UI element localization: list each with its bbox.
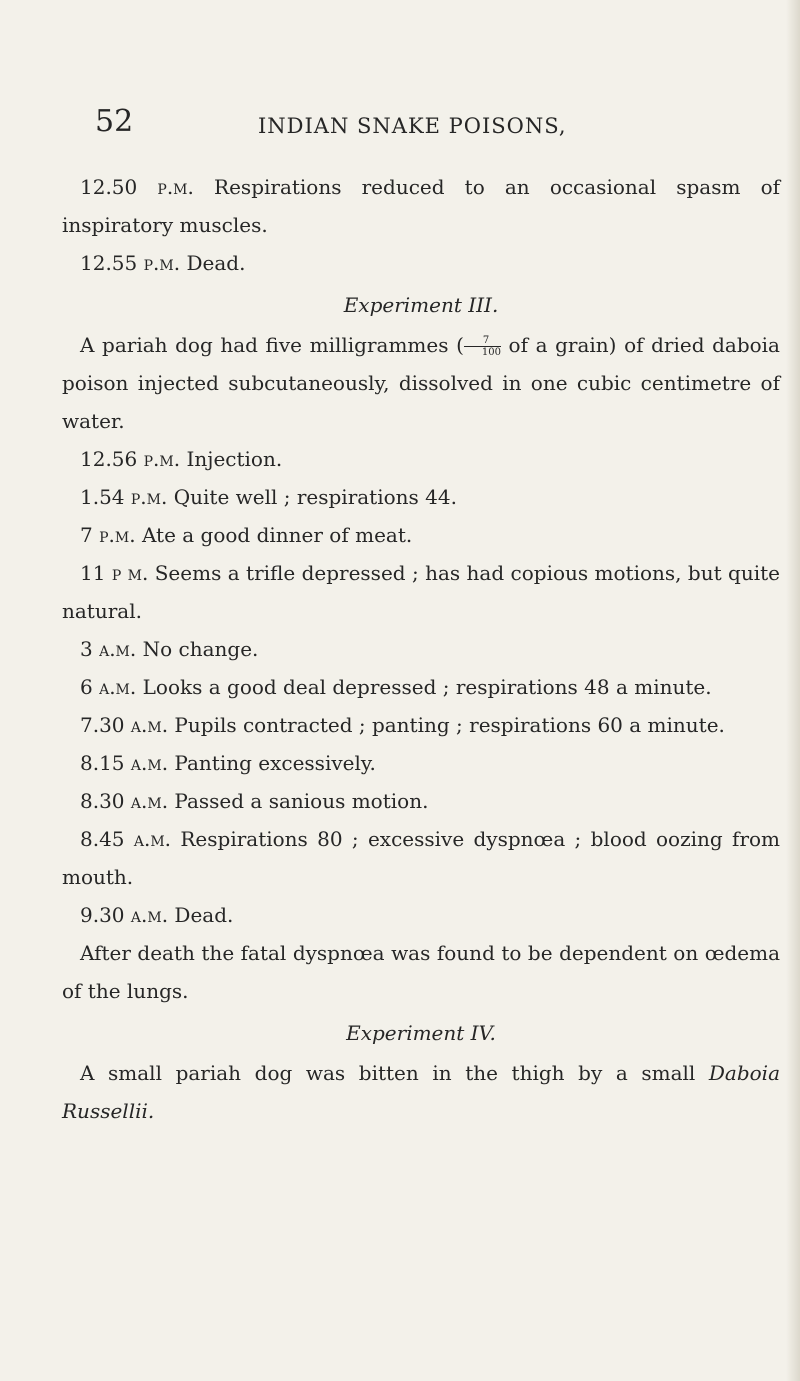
running-title: INDIAN SNAKE POISONS, [258,114,567,138]
entry: 12.56 p.m. Injection. [80,447,283,471]
experiment-3-conclusion: After death the fatal dyspnœa was found to be dependent on œdema of the lungs. [62,941,780,1003]
experiment-3-heading: Experiment III. [343,293,499,317]
entry: 7 p.m. Ate a good dinner of meat. [80,523,413,547]
entry-ampm: p.m. [143,251,181,275]
entry: 8.45 a.m. Respirations 80 ; excessive dyspnœa ; blood oozing from mouth. [62,827,781,889]
entry-12-50 [62,168,780,244]
page-edge [786,0,800,1381]
entry: 11 p m. Seems a trifle depressed ; has had copious motions, but quite natural. [62,561,780,623]
experiment-3-intro: A pariah dog had five milligrammes ( $\frac{7}{100}$ of a grain) of dried daboia poison injected subcutaneously, dissolved in one cubic centimetre of water. [62,333,780,433]
body-text [62,168,780,1130]
entry: 8.15 a.m. Panting excessively. [80,751,376,775]
experiment-4-text: A small pariah dog was bitten in the thigh by a small Daboia Russellii. [62,1061,780,1123]
entry: 6 a.m. Looks a good deal depressed ; respirations 48 a minute. [80,675,712,699]
fraction: $\frac{7}{100}$ [464,335,501,358]
entry-time: 12.55 [80,251,138,275]
entry-text: Dead. [186,251,246,275]
entry-12-55 [62,244,780,282]
species-name: Daboia Russellii. [62,1061,780,1123]
entry: 3 a.m. No change. [80,637,259,661]
page-header [95,104,770,148]
entry-ampm: p.m. [157,175,194,199]
entry-time: 12.50 [80,175,138,199]
entry: 9.30 a.m. Dead. [80,903,234,927]
page-number: 52 [95,104,134,139]
experiment-4-heading: Experiment IV. [346,1021,496,1045]
entry-text: Respirations reduced to an occasional spasm of inspiratory muscles. [62,175,781,237]
entry: 7.30 a.m. Pupils contracted ; panting ; respirations 60 a minute. [80,713,725,737]
experiment-3-entries [62,440,780,934]
entry: 8.30 a.m. Passed a sanious motion. [80,789,429,813]
entry: 1.54 p.m. Quite well ; respirations 44. [80,485,457,509]
